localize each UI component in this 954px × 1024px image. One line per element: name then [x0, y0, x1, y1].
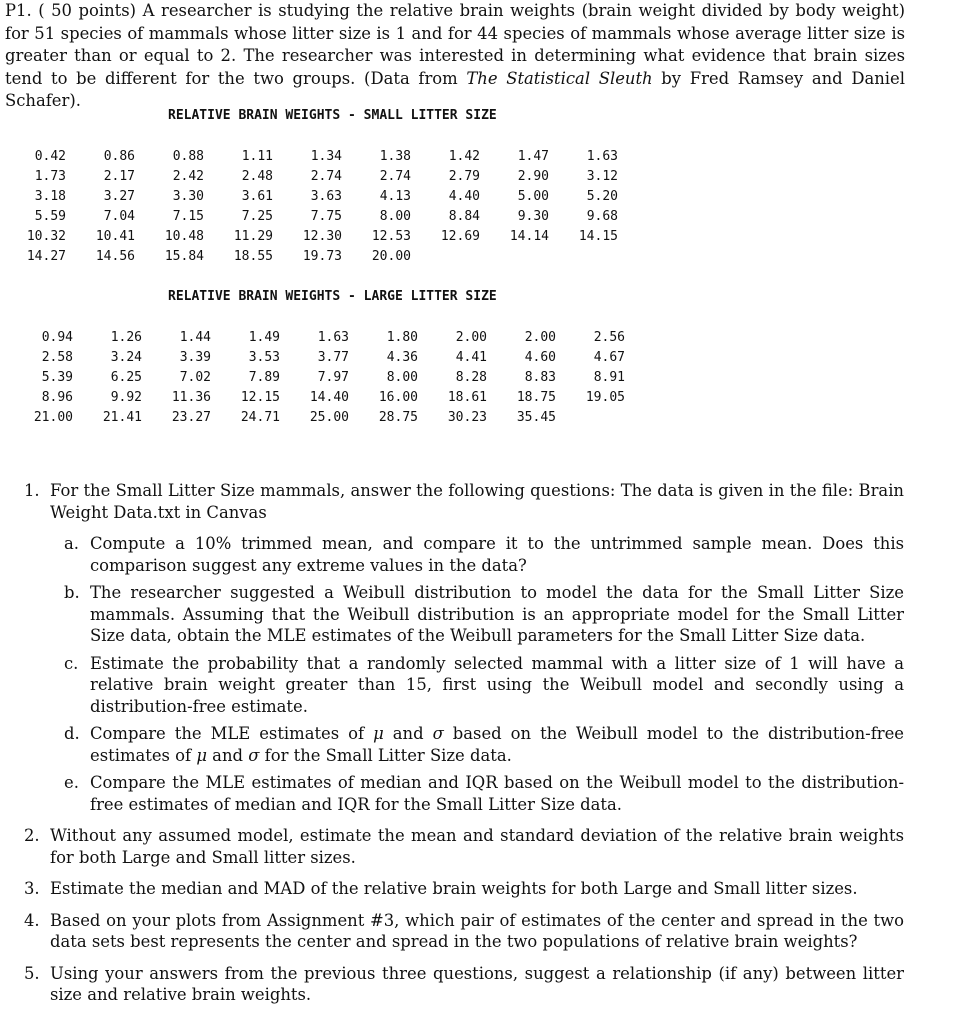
table-cell: 28.75 — [378, 410, 418, 425]
sigma-symbol: σ — [432, 724, 444, 743]
table-cell: 2.74 — [310, 169, 342, 184]
table-cell: 0.86 — [103, 149, 135, 164]
table-cell: 1.49 — [248, 330, 280, 345]
table-cell: 4.40 — [448, 189, 480, 204]
question-1 — [24, 480, 904, 815]
table-cell: 18.55 — [233, 249, 273, 264]
table-cell: 11.36 — [171, 390, 211, 405]
table-cell: 1.42 — [448, 149, 480, 164]
table-cell: 3.39 — [179, 350, 211, 365]
question-5 — [24, 963, 904, 1006]
table-cell: 7.89 — [248, 370, 280, 385]
question-3 — [24, 878, 904, 900]
subquestion-text: The researcher suggested a Weibull distribution to model the data for the Small Litter Size mammals. Assuming that the Weibull distribution is an appropriate model for the Small Litter Size data, obtain the MLE estimates of the Weibull parameters for the Small Litter Size data. — [90, 583, 904, 645]
table-cell: 4.36 — [386, 350, 418, 365]
question-text: For the Small Litter Size mammals, answer the following questions: The data is given in the file: Brain Weight Data.txt in Canvas — [50, 481, 904, 522]
subquestion-a — [64, 533, 904, 576]
table-cell: 2.48 — [241, 169, 273, 184]
table-cell: 20.00 — [371, 249, 411, 264]
subquestion-c — [64, 653, 904, 718]
table-cell: 12.69 — [440, 229, 480, 244]
table-row — [4, 408, 625, 428]
table-cell: 4.13 — [379, 189, 411, 204]
table-cell: 1.26 — [110, 330, 142, 345]
table-cell: 2.58 — [41, 350, 73, 365]
table-cell: 24.71 — [240, 410, 280, 425]
subquestion-letter: e. — [64, 773, 79, 792]
intro-text-2: by Fred Ramsey and Daniel Schafer). — [5, 68, 905, 110]
table-cell: 3.30 — [172, 189, 204, 204]
small-table-title: RELATIVE BRAIN WEIGHTS - SMALL LITTER SIZE — [168, 108, 497, 123]
subquestion-letter: d. — [64, 724, 80, 743]
table-cell: 30.23 — [447, 410, 487, 425]
large-litter-table — [4, 328, 625, 428]
table-cell: 2.00 — [455, 330, 487, 345]
mu-symbol: μ — [373, 724, 384, 743]
table-cell: 19.05 — [585, 390, 625, 405]
table-cell: 5.20 — [586, 189, 618, 204]
table-cell: 14.14 — [509, 229, 549, 244]
table-cell: 3.63 — [310, 189, 342, 204]
question-text: Estimate the median and MAD of the relative brain weights for both Large and Small litter sizes. — [50, 879, 858, 898]
table-cell: 1.63 — [586, 149, 618, 164]
table-cell: 2.90 — [517, 169, 549, 184]
table-cell: 2.17 — [103, 169, 135, 184]
table-cell: 0.88 — [172, 149, 204, 164]
table-row — [4, 328, 625, 348]
table-row — [0, 147, 618, 167]
table-cell: 10.41 — [95, 229, 135, 244]
question-text: Without any assumed model, estimate the mean and standard deviation of the relative brain weights for both Large and Small litter sizes. — [50, 826, 904, 867]
subquestion-b — [64, 582, 904, 647]
table-cell: 8.91 — [593, 370, 625, 385]
table-cell: 2.42 — [172, 169, 204, 184]
table-cell: 2.00 — [524, 330, 556, 345]
table-cell: 12.30 — [302, 229, 342, 244]
table-cell: 16.00 — [378, 390, 418, 405]
source-title: The Statistical Sleuth — [466, 68, 653, 88]
sigma-symbol: σ — [248, 745, 260, 765]
problem-intro — [5, 0, 905, 113]
question-number: 1. — [24, 481, 40, 500]
subquestion-letter: c. — [64, 653, 79, 673]
table-cell: 8.84 — [448, 209, 480, 224]
question-list — [24, 480, 904, 1016]
table-cell: 1.34 — [310, 149, 342, 164]
subquestion-list — [64, 533, 904, 815]
table-row — [4, 368, 625, 388]
subquestion-letter: b. — [64, 583, 80, 602]
table-cell: 14.40 — [309, 390, 349, 405]
table-cell: 4.67 — [593, 350, 625, 365]
table-cell: 1.38 — [379, 149, 411, 164]
table-cell: 18.75 — [516, 390, 556, 405]
table-cell: 1.47 — [517, 149, 549, 164]
table-cell: 15.84 — [164, 249, 204, 264]
subquestion-e — [64, 772, 904, 815]
table-cell: 5.39 — [41, 370, 73, 385]
subquestion-text: Estimate the probability that a randomly selected mammal with a litter size of 1 will have a relative brain weight greater than 15, first using the Weibull model and secondly using a distribution-free estimate. — [90, 653, 904, 716]
table-cell: 2.56 — [593, 330, 625, 345]
table-cell: 4.60 — [524, 350, 556, 365]
subquestion-text: Compare the MLE estimates of μ and σ based on the Weibull model to the distribution-free estimates of μ and σ for the Small Litter Size data. — [90, 724, 904, 765]
table-cell: 8.28 — [455, 370, 487, 385]
table-cell: 2.79 — [448, 169, 480, 184]
table-cell: 10.48 — [164, 229, 204, 244]
table-cell: 1.44 — [179, 330, 211, 345]
subquestion-text: Compute a 10% trimmed mean, and compare it to the untrimmed sample mean. Does this comparison suggest any extreme values in the data? — [90, 534, 904, 575]
table-cell: 23.27 — [171, 410, 211, 425]
large-table-title: RELATIVE BRAIN WEIGHTS - LARGE LITTER SIZE — [168, 289, 497, 304]
table-cell: 3.18 — [34, 189, 66, 204]
table-row — [0, 227, 618, 247]
small-litter-table — [0, 147, 618, 267]
question-number: 5. — [24, 963, 40, 983]
table-cell: 4.41 — [455, 350, 487, 365]
subquestion-letter: a. — [64, 534, 79, 553]
table-cell: 5.59 — [34, 209, 66, 224]
question-text: Using your answers from the previous three questions, suggest a relationship (if any) between litter size and relative brain weights. — [50, 963, 904, 1004]
table-cell: 1.80 — [386, 330, 418, 345]
question-2 — [24, 825, 904, 868]
table-row — [4, 388, 625, 408]
problem-label: P1. ( 50 points) — [5, 1, 137, 20]
table-cell: 35.45 — [516, 410, 556, 425]
table-cell: 7.04 — [103, 209, 135, 224]
table-cell: 2.74 — [379, 169, 411, 184]
table-cell: 3.53 — [248, 350, 280, 365]
table-row — [0, 207, 618, 227]
table-cell: 3.12 — [586, 169, 618, 184]
table-cell: 3.27 — [103, 189, 135, 204]
question-number: 2. — [24, 826, 40, 845]
table-cell: 9.68 — [586, 209, 618, 224]
table-cell: 8.00 — [379, 209, 411, 224]
mu-symbol: μ — [196, 745, 207, 765]
table-cell: 3.61 — [241, 189, 273, 204]
table-cell: 8.83 — [524, 370, 556, 385]
table-cell: 25.00 — [309, 410, 349, 425]
table-row — [4, 348, 625, 368]
table-cell: 9.92 — [110, 390, 142, 405]
table-cell: 7.75 — [310, 209, 342, 224]
table-cell: 8.96 — [41, 390, 73, 405]
table-cell: 7.97 — [317, 370, 349, 385]
table-cell: 14.15 — [578, 229, 618, 244]
table-cell: 14.27 — [26, 249, 66, 264]
table-cell: 3.77 — [317, 350, 349, 365]
table-cell: 21.00 — [33, 410, 73, 425]
table-cell: 14.56 — [95, 249, 135, 264]
question-4 — [24, 910, 904, 953]
question-number: 4. — [24, 910, 40, 930]
table-cell: 18.61 — [447, 390, 487, 405]
table-cell: 0.42 — [34, 149, 66, 164]
table-cell: 6.25 — [110, 370, 142, 385]
table-cell: 19.73 — [302, 249, 342, 264]
table-cell: 21.41 — [102, 410, 142, 425]
table-cell: 11.29 — [233, 229, 273, 244]
table-row — [0, 247, 618, 267]
table-cell: 12.15 — [240, 390, 280, 405]
question-text: Based on your plots from Assignment #3, which pair of estimates of the center and spread in the two data sets best represents the center and spread in the two populations of relative brain weights? — [50, 910, 904, 951]
table-cell: 9.30 — [517, 209, 549, 224]
table-cell: 5.00 — [517, 189, 549, 204]
table-row — [0, 167, 618, 187]
table-cell: 7.15 — [172, 209, 204, 224]
table-cell: 7.02 — [179, 370, 211, 385]
table-cell: 1.63 — [317, 330, 349, 345]
table-cell: 10.32 — [26, 229, 66, 244]
table-row — [0, 187, 618, 207]
subquestion-text: Compare the MLE estimates of median and IQR based on the Weibull model to the distribution-free estimates of median and IQR for the Small Litter Size data. — [90, 773, 904, 814]
table-cell: 7.25 — [241, 209, 273, 224]
table-cell: 1.11 — [241, 149, 273, 164]
table-cell: 8.00 — [386, 370, 418, 385]
table-cell: 12.53 — [371, 229, 411, 244]
question-number: 3. — [24, 879, 40, 898]
table-cell: 3.24 — [110, 350, 142, 365]
subquestion-d — [64, 723, 904, 766]
table-cell: 1.73 — [34, 169, 66, 184]
table-cell: 0.94 — [41, 330, 73, 345]
intro-text-1: A researcher is studying the relative brain weights (brain weight divided by body weight) for 51 species of mammals whose litter size is 1 and for 44 species of mammals whose average litter size is greater than or equal to 2. The researcher was interested in determining what evidence that brain sizes tend to be different for the two groups. (Data from — [5, 1, 905, 88]
